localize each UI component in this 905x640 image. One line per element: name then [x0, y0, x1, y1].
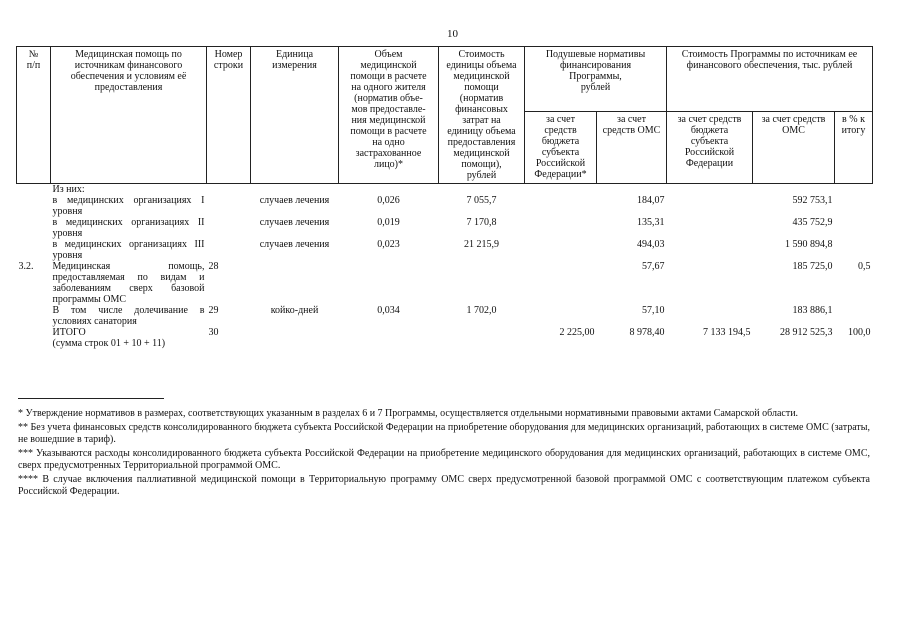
- table-row: [17, 195, 873, 217]
- cell-oms: [753, 184, 835, 196]
- cell-unit: случаев лечения: [259, 217, 330, 228]
- cell-volume: [339, 184, 439, 196]
- cell-percent: [835, 184, 873, 196]
- header-pc-oms: за счет средств ОМС: [597, 112, 667, 184]
- cell-budget: [667, 217, 753, 239]
- cell-volume: [339, 327, 439, 349]
- cell-oms: 183 886,1: [792, 305, 833, 316]
- cell-row: 28: [208, 261, 219, 272]
- cell-row: [207, 239, 251, 261]
- cell-budget: 7 133 194,5: [703, 327, 751, 338]
- cell-cost: 21 215,9: [464, 239, 499, 250]
- header-type: Медицинская помощь по источникам финансового обеспечения и условиям её предоставления: [51, 47, 207, 184]
- header-row: Номер строки: [207, 47, 251, 184]
- cell-unit: случаев лечения: [259, 239, 330, 250]
- cell-percent: [835, 305, 873, 327]
- cell-name: ИТОГО (сумма строк 01 + 10 + 11): [52, 327, 166, 349]
- cell-pc-budget: [525, 239, 597, 261]
- header-budget: за счет средств бюджета субъекта Российской Федерации: [667, 112, 753, 184]
- cell-percent: [835, 195, 873, 217]
- cell-budget: [667, 305, 753, 327]
- cell-pc-oms: 184,07: [637, 195, 665, 206]
- cell-oms: 185 725,0: [792, 261, 833, 272]
- table-row: [17, 184, 873, 196]
- cell-row: [207, 184, 251, 196]
- header-cost: Стоимость единицы объема медицинской помощи (норматив финансовых затрат на единицу объема предоставления медицинской помощи), рублей: [439, 47, 525, 184]
- cell-volume: 0,023: [377, 239, 400, 250]
- cell-name: Медицинская помощь, предоставляемая по видам и заболеваниям сверх базовой программы ОМС: [52, 261, 205, 305]
- header-per-capita: Подушевые нормативы финансирования Программы, рублей: [525, 47, 667, 112]
- footnotes: [18, 408, 870, 500]
- cell-num: [17, 305, 51, 327]
- header-percent: в % к итогу: [835, 112, 873, 184]
- cell-budget: [667, 184, 753, 196]
- cell-pc-budget: [525, 261, 597, 305]
- cell-row: 30: [208, 327, 219, 338]
- cell-volume: [339, 261, 439, 305]
- cell-volume: 0,026: [377, 195, 400, 206]
- header-num: № п/п: [17, 47, 51, 184]
- footnote: *** Указываются расходы консолидированного бюджета субъекта Российской Федерации на приобретение медицинского оборудования для медицинских организаций, работающих в системе ОМС, сверх предусмотренных Территориальной программой ОМС.: [18, 448, 870, 471]
- cell-pc-oms: [597, 184, 667, 196]
- cell-cost: [439, 261, 525, 305]
- cell-pc-oms: 135,31: [637, 217, 665, 228]
- cell-name: в медицинских организациях III уровня: [52, 239, 205, 261]
- cell-oms: 592 753,1: [792, 195, 833, 206]
- cell-num: 3.2.: [18, 261, 34, 272]
- cell-budget: [667, 195, 753, 217]
- cell-pc-budget: [525, 217, 597, 239]
- cell-unit: случаев лечения: [259, 195, 330, 206]
- cell-unit: [251, 327, 339, 349]
- program-cost-table: [16, 46, 873, 349]
- cell-unit: койко-дней: [270, 305, 319, 316]
- cell-num: [17, 239, 51, 261]
- cell-pc-oms: 8 978,40: [629, 327, 665, 338]
- cell-num: [17, 195, 51, 217]
- footnote: **** В случае включения паллиативной медицинской помощи в Территориальную программу ОМС сверх предусмотренной базовой программой ОМС с соответствующим платежом субъекта Российской Федерации.: [18, 474, 870, 497]
- footnote: ** Без учета финансовых средств консолидированного бюджета субъекта Российской Федерации на приобретение оборудования для медицинских организаций, работающих в системе ОМС (затраты, не вошедшие в тариф).: [18, 422, 870, 445]
- cell-pc-budget: [525, 184, 597, 196]
- table-row: [17, 305, 873, 327]
- cell-pc-oms: 57,10: [642, 305, 665, 316]
- header-pc-budget: за счет средств бюджета субъекта Российской Федерации*: [525, 112, 597, 184]
- header-oms: за счет средств ОМС: [753, 112, 835, 184]
- cell-pc-budget: [525, 305, 597, 327]
- cell-percent: 100,0: [848, 327, 871, 338]
- cell-name: в медицинских организациях II уровня: [52, 217, 205, 239]
- cell-unit: [251, 184, 339, 196]
- cell-percent: [835, 239, 873, 261]
- cell-oms: 28 912 525,3: [780, 327, 833, 338]
- cell-cost: 7 055,7: [466, 195, 497, 206]
- cell-percent: 0,5: [858, 261, 871, 272]
- cell-volume: 0,019: [377, 217, 400, 228]
- cell-num: [17, 184, 51, 196]
- cell-cost: 7 170,8: [466, 217, 497, 228]
- cell-cost: 1 702,0: [466, 305, 497, 316]
- cell-oms: 1 590 894,8: [785, 239, 833, 250]
- cell-pc-budget: 2 225,00: [559, 327, 595, 338]
- cell-name: в медицинских организациях I уровня: [52, 195, 205, 217]
- cell-volume: 0,034: [377, 305, 400, 316]
- cell-name: Из них:: [52, 184, 85, 195]
- cell-name: В том числе долечивание в условиях санатория: [52, 305, 205, 327]
- cell-oms: 435 752,9: [792, 217, 833, 228]
- header-volume: Объем медицинской помощи в расчете на одного жителя (норматив объе- мов предоставле- ния медицинской помощи в расчете на одно застрахованное лицо)*: [339, 47, 439, 184]
- cell-row: [207, 217, 251, 239]
- cell-cost: [439, 184, 525, 196]
- cell-pc-oms: 57,67: [642, 261, 665, 272]
- cell-row: 29: [208, 305, 219, 316]
- footnote-divider: [18, 398, 164, 399]
- footnote: * Утверждение нормативов в размерах, соответствующих указанным в разделах 6 и 7 Программы, осуществляется отдельными нормативными правовыми актами Самарской области.: [18, 408, 799, 419]
- table-row: [17, 239, 873, 261]
- page-number: 10: [447, 28, 458, 40]
- cell-num: [17, 327, 51, 349]
- table-row: [17, 261, 873, 305]
- header-program-cost: Стоимость Программы по источникам ее финансового обеспечения, тыс. рублей: [667, 47, 873, 112]
- table-row: [17, 217, 873, 239]
- cell-row: [207, 195, 251, 217]
- cell-pc-budget: [525, 195, 597, 217]
- header-unit: Единица измерения: [251, 47, 339, 184]
- cell-pc-oms: 494,03: [637, 239, 665, 250]
- cell-num: [17, 217, 51, 239]
- cell-cost: [439, 327, 525, 349]
- table-row-total: [17, 327, 873, 349]
- cell-budget: [667, 239, 753, 261]
- cell-percent: [835, 217, 873, 239]
- cell-budget: [667, 261, 753, 305]
- cell-unit: [251, 261, 339, 305]
